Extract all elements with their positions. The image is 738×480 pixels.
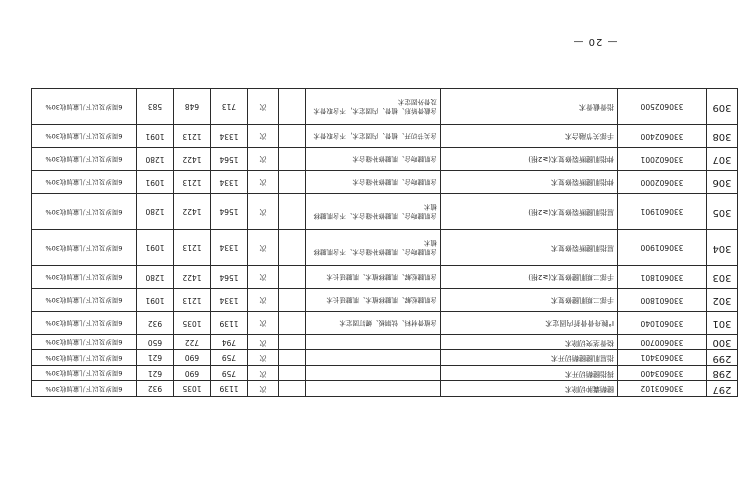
item-note: 6周岁及以下儿童加收30%: [32, 381, 137, 397]
item-code: 330601901: [618, 194, 707, 230]
item-unit: 次: [248, 125, 279, 148]
item-exception: [279, 335, 306, 351]
price-level-1: 759: [211, 350, 248, 366]
item-note: 6周岁及以下儿童加收30%: [32, 335, 137, 351]
table-row: [32, 289, 738, 312]
item-code: 330603102: [618, 381, 707, 397]
item-name: 桡骨茎突切除术: [441, 335, 618, 351]
item-content: 含截骨矫形、植骨、内固定术，不含取骨术及骨外固定术: [306, 89, 441, 125]
item-code: 330601900: [618, 230, 707, 266]
item-content: 含肌腱吻合、肌腱修补缝合术: [306, 148, 441, 171]
item-name: 手部关节融合术: [441, 125, 618, 148]
item-name: 屈指肌腱断裂修复术: [441, 230, 618, 266]
item-note: 6周岁及以下儿童加收30%: [32, 230, 137, 266]
item-code: 330600700: [618, 335, 707, 351]
price-level-3: 932: [137, 381, 174, 397]
price-level-2: 648: [174, 89, 211, 125]
item-unit: 次: [248, 350, 279, 366]
row-number: 303: [707, 266, 738, 289]
item-content: 含肌腱松解、肌腱移植术、肌腱延长术: [306, 289, 441, 312]
item-exception: [279, 312, 306, 335]
item-exception: [279, 266, 306, 289]
table-row: [32, 381, 738, 397]
item-unit: 次: [248, 230, 279, 266]
price-level-1: 1334: [211, 289, 248, 312]
item-exception: [279, 89, 306, 125]
price-level-2: 1213: [174, 230, 211, 266]
price-level-1: 1334: [211, 171, 248, 194]
table-row: [32, 230, 738, 266]
item-name: 手部二期肌腱修复术: [441, 289, 618, 312]
item-note: 6周岁及以下儿童加收30%: [32, 289, 137, 312]
row-number: 304: [707, 230, 738, 266]
item-code: 330602400: [618, 125, 707, 148]
item-code: 330601040: [618, 312, 707, 335]
row-number: 302: [707, 289, 738, 312]
price-level-2: 690: [174, 366, 211, 382]
price-level-2: 1035: [174, 312, 211, 335]
price-level-1: 1139: [211, 381, 248, 397]
item-exception: [279, 366, 306, 382]
row-number: 298: [707, 366, 738, 382]
price-level-3: 621: [137, 366, 174, 382]
item-note: 6周岁及以下儿童加收30%: [32, 350, 137, 366]
item-content: 含肌腱吻合、肌腱修补缝合术、不含肌腱移植术: [306, 194, 441, 230]
item-exception: [279, 230, 306, 266]
item-content: [306, 335, 441, 351]
price-level-2: 1213: [174, 171, 211, 194]
price-level-2: 1422: [174, 194, 211, 230]
item-unit: 次: [248, 266, 279, 289]
table-row: [32, 89, 738, 125]
item-note: 6周岁及以下儿童加收30%: [32, 171, 137, 194]
row-number: 306: [707, 171, 738, 194]
price-level-3: 1091: [137, 230, 174, 266]
table-row: [32, 366, 738, 382]
price-level-1: 1334: [211, 125, 248, 148]
table-row: [32, 335, 738, 351]
row-number: 299: [707, 350, 738, 366]
item-exception: [279, 289, 306, 312]
item-unit: 次: [248, 289, 279, 312]
price-level-1: 759: [211, 366, 248, 382]
price-level-3: 583: [137, 89, 174, 125]
item-name: 伸指肌腱断裂修复术(≥2根): [441, 148, 618, 171]
price-level-2: 1035: [174, 381, 211, 397]
item-exception: [279, 194, 306, 230]
item-code: 330602500: [618, 89, 707, 125]
item-content: 含肌腱吻合、肌腱修补缝合术: [306, 171, 441, 194]
price-level-1: 1139: [211, 312, 248, 335]
price-level-3: 1280: [137, 194, 174, 230]
row-number: 307: [707, 148, 738, 171]
item-content: 含植骨材料、钛钢板、螺钉固定术: [306, 312, 441, 335]
table-row: [32, 350, 738, 366]
price-level-2: 722: [174, 335, 211, 351]
price-level-1: 1564: [211, 194, 248, 230]
item-name: 指骨截骨术: [441, 89, 618, 125]
item-name: 伸指肌腱断裂修复术: [441, 171, 618, 194]
price-level-1: 713: [211, 89, 248, 125]
item-name: 腱鞘囊肿切除术: [441, 381, 618, 397]
item-unit: 次: [248, 335, 279, 351]
price-level-1: 1564: [211, 148, 248, 171]
item-content: [306, 350, 441, 366]
item-note: 6周岁及以下儿童加收30%: [32, 148, 137, 171]
price-level-3: 621: [137, 350, 174, 366]
table-body: [32, 89, 738, 397]
item-name: 手部二期肌腱修复术(≥2根): [441, 266, 618, 289]
item-code: 330603401: [618, 350, 707, 366]
item-content: [306, 366, 441, 382]
row-number: 300: [707, 335, 738, 351]
table-row: [32, 171, 738, 194]
item-name: 指屈肌腱腱鞘切开术: [441, 350, 618, 366]
item-code: 330601801: [618, 266, 707, 289]
table-row: [32, 194, 738, 230]
item-exception: [279, 125, 306, 148]
item-note: 6周岁及以下儿童加收30%: [32, 366, 137, 382]
row-number: 308: [707, 125, 738, 148]
price-level-3: 650: [137, 335, 174, 351]
price-level-1: 794: [211, 335, 248, 351]
price-level-2: 1422: [174, 148, 211, 171]
price-level-2: 1422: [174, 266, 211, 289]
item-exception: [279, 381, 306, 397]
item-name: 屈指肌腱断裂修复术(≥2根): [441, 194, 618, 230]
price-level-1: 1564: [211, 266, 248, 289]
item-code: 330603400: [618, 366, 707, 382]
price-level-3: 1091: [137, 125, 174, 148]
price-level-3: 1091: [137, 289, 174, 312]
item-note: 6周岁及以下儿童加收30%: [32, 125, 137, 148]
price-level-1: 1334: [211, 230, 248, 266]
row-number: 305: [707, 194, 738, 230]
row-number: 309: [707, 89, 738, 125]
page-number: — 20 —: [572, 36, 618, 47]
item-unit: 次: [248, 366, 279, 382]
item-note: 6周岁及以下儿童加收30%: [32, 89, 137, 125]
item-exception: [279, 148, 306, 171]
item-exception: [279, 350, 306, 366]
item-unit: 次: [248, 171, 279, 194]
item-content: 含肌腱松解、肌腱移植术、肌腱延长术: [306, 266, 441, 289]
price-level-3: 1280: [137, 148, 174, 171]
price-level-2: 690: [174, 350, 211, 366]
row-number: 297: [707, 381, 738, 397]
item-exception: [279, 171, 306, 194]
table-row: [32, 148, 738, 171]
price-level-2: 1213: [174, 125, 211, 148]
item-note: 6周岁及以下儿童加收30%: [32, 266, 137, 289]
item-note: 6周岁及以下儿童加收30%: [32, 194, 137, 230]
price-level-2: 1213: [174, 289, 211, 312]
item-code: 330602001: [618, 148, 707, 171]
item-unit: 次: [248, 194, 279, 230]
item-name: I°腕舟骨骨折内固定术: [441, 312, 618, 335]
row-number: 301: [707, 312, 738, 335]
table-row: [32, 312, 738, 335]
item-unit: 次: [248, 148, 279, 171]
item-unit: 次: [248, 381, 279, 397]
item-unit: 次: [248, 89, 279, 125]
table-row: [32, 266, 738, 289]
table-row: [32, 125, 738, 148]
price-level-3: 1280: [137, 266, 174, 289]
price-table: [31, 88, 738, 397]
item-code: 330601800: [618, 289, 707, 312]
item-code: 330602000: [618, 171, 707, 194]
price-level-3: 932: [137, 312, 174, 335]
item-content: 含肌腱吻合、肌腱修补缝合术、不含肌腱移植术: [306, 230, 441, 266]
item-content: [306, 381, 441, 397]
item-name: 拇指腱鞘切开术: [441, 366, 618, 382]
item-unit: 次: [248, 312, 279, 335]
price-level-3: 1091: [137, 171, 174, 194]
item-content: 含关节切开、植骨、内固定术，不含取骨术: [306, 125, 441, 148]
item-note: 6周岁及以下儿童加收30%: [32, 312, 137, 335]
